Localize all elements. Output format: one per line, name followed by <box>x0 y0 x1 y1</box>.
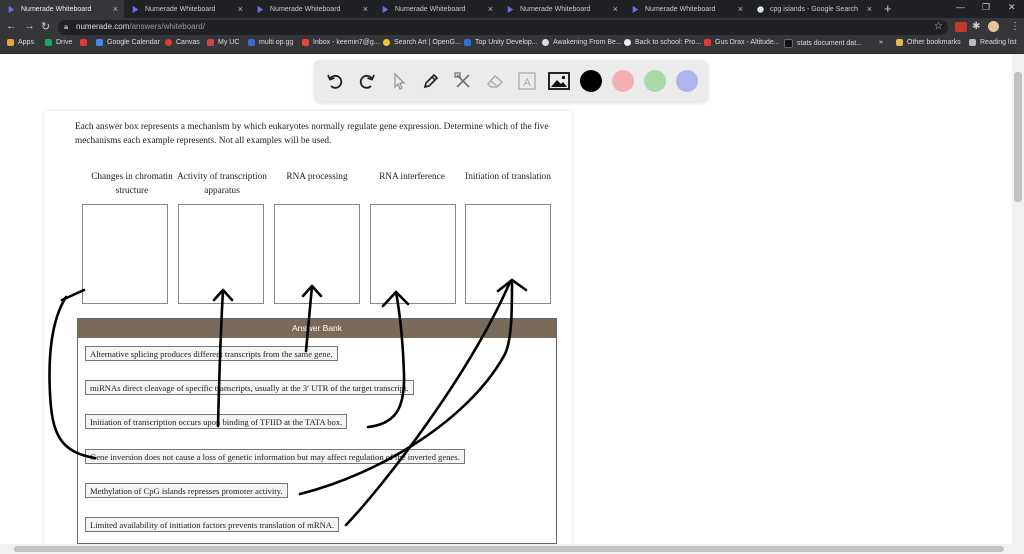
svg-text:A: A <box>523 77 531 89</box>
category-label-transcription: Activity of transcription apparatus <box>177 172 267 196</box>
bookmark-label: Awakening From Be... <box>553 39 622 46</box>
tab-1[interactable] <box>0 0 124 18</box>
site-icon <box>624 39 631 46</box>
answer-box-chromatin[interactable] <box>82 204 168 304</box>
text-icon[interactable] <box>516 70 538 92</box>
svg-text:G: G <box>758 7 763 13</box>
pen-icon[interactable] <box>420 70 442 92</box>
answer-box-rna-interference[interactable] <box>370 204 456 304</box>
calendar-icon <box>96 39 103 46</box>
youtube-icon <box>80 39 87 46</box>
bookmark-label: Top Unity Develop... <box>475 39 538 46</box>
numerade-icon <box>8 6 15 13</box>
answer-box-transcription[interactable] <box>178 204 264 304</box>
tab-close-icon[interactable]: × <box>612 4 618 14</box>
category-label-chromatin: Changes in chromatin structure <box>91 172 173 196</box>
numerade-icon <box>632 6 639 13</box>
unity-icon <box>464 39 471 46</box>
scroll-thumb[interactable] <box>1014 72 1022 202</box>
tab-title: Numerade Whiteboard <box>270 5 341 13</box>
address-bar[interactable] <box>58 20 948 35</box>
folder-icon <box>896 39 903 46</box>
tools-icon[interactable] <box>452 70 474 92</box>
tab-close-icon[interactable]: × <box>112 4 118 14</box>
bookmark-canvas[interactable] <box>165 39 200 46</box>
bookmark-google-calendar[interactable] <box>96 39 160 46</box>
answer-item-splicing[interactable]: Alternative splicing produces different transcripts from the same gene. <box>85 346 338 361</box>
tab-title: Numerade Whiteboard <box>645 5 716 13</box>
tab-close-icon[interactable]: × <box>237 4 243 14</box>
category-label-rna-processing: RNA processing <box>286 172 348 182</box>
stats-icon <box>784 39 793 48</box>
whiteboard-toolbar <box>314 60 708 102</box>
restore-icon[interactable]: ❐ <box>982 2 991 12</box>
bookmark-label: Back to school: Pro... <box>635 39 702 46</box>
canvas-icon <box>165 39 172 46</box>
menu-kebab-icon[interactable]: ⋮ <box>1010 21 1020 32</box>
bookmark-other[interactable] <box>896 39 961 46</box>
bookmark-label: Search Art | OpenG... <box>394 39 461 46</box>
category-label-translation: Initiation of translation <box>465 172 551 182</box>
myuc-icon <box>207 39 214 46</box>
tab-close-icon[interactable]: × <box>487 4 493 14</box>
tab-title: cpg islands - Google Search <box>770 5 858 13</box>
youtube-icon <box>704 39 711 46</box>
drive-icon <box>45 39 52 46</box>
tab-close-icon[interactable]: × <box>866 4 872 14</box>
tab-2[interactable] <box>124 0 249 18</box>
answer-item-cpg-methylation[interactable]: Methylation of CpG islands represses promoter activity. <box>85 483 288 498</box>
color-pink-swatch[interactable] <box>612 70 634 92</box>
numerade-icon <box>132 6 139 13</box>
lock-icon: 🔒︎ <box>64 22 69 31</box>
new-tab-icon[interactable]: + <box>884 1 892 16</box>
bookmark-label: stats document dat... <box>797 40 862 47</box>
numerade-icon <box>257 6 264 13</box>
bookmark-reading-list[interactable] <box>969 39 1017 46</box>
color-purple-swatch[interactable] <box>676 70 698 92</box>
tab-6[interactable] <box>624 0 749 18</box>
tab-title: Numerade Whiteboard <box>395 5 466 13</box>
wordpress-icon <box>542 39 549 46</box>
answer-bank-title: Answer Bank <box>78 319 556 338</box>
gmail-icon <box>302 39 309 46</box>
tab-title: Numerade Whiteboard <box>21 5 92 13</box>
extensions-puzzle-icon[interactable]: ✱ <box>972 21 981 32</box>
tab-5[interactable] <box>499 0 624 18</box>
bookmarks-bar <box>0 37 1024 54</box>
apps-grid-icon <box>7 39 14 46</box>
close-window-icon[interactable]: ✕ <box>1008 2 1016 12</box>
answer-bank <box>77 318 557 544</box>
answer-item-tfiid[interactable]: Initiation of transcription occurs upon binding of TFIID at the TATA box. <box>85 414 347 429</box>
bookmark-label: Reading list <box>980 39 1017 46</box>
numerade-icon <box>507 6 514 13</box>
tab-7[interactable] <box>749 0 878 18</box>
bookmark-label: Canvas <box>176 39 200 46</box>
bookmark-back-to-school[interactable] <box>624 39 701 46</box>
horizontal-scrollbar[interactable] <box>0 544 1024 554</box>
tab-close-icon[interactable]: × <box>737 4 743 14</box>
color-black-swatch[interactable] <box>580 70 602 92</box>
reading-list-icon <box>969 39 976 46</box>
bookmark-myuc[interactable] <box>207 39 239 46</box>
vertical-scrollbar[interactable] <box>1012 54 1024 544</box>
overflow-chevron-icon: » <box>879 39 883 46</box>
bookmark-label: multi op.gg <box>259 39 294 46</box>
answer-item-mirna[interactable]: miRNAs direct cleavage of specific transcripts, usually at the 3′ UTR of the target transcript. <box>85 380 414 395</box>
bookmark-gus-drax[interactable] <box>704 39 780 46</box>
answer-box-translation[interactable] <box>465 204 551 304</box>
minimize-icon[interactable]: — <box>956 2 965 12</box>
eraser-icon[interactable] <box>484 70 506 92</box>
bookmark-star-icon[interactable]: ☆ <box>934 21 943 32</box>
bookmark-stats[interactable] <box>784 39 862 48</box>
bookmark-apps[interactable] <box>7 39 34 46</box>
bookmark-label: Google Calendar <box>107 39 160 46</box>
bookmark-label: Inbox - keemin7@g... <box>313 39 380 46</box>
answer-item-initiation-factors[interactable]: Limited availability of initiation factors prevents translation of mRNA. <box>85 517 339 532</box>
color-green-swatch[interactable] <box>644 70 666 92</box>
browser-toolbar <box>0 18 1024 37</box>
redo-icon[interactable] <box>356 70 378 92</box>
bookmark-calendar[interactable] <box>80 39 91 46</box>
answer-item-gene-inversion[interactable]: Gene inversion does not cause a loss of genetic information but may affect regulation of the inverted genes. <box>85 449 465 464</box>
question-card <box>44 111 572 544</box>
reload-icon[interactable]: ↻ <box>41 21 51 33</box>
bookmark-multi-opgg[interactable] <box>248 39 293 46</box>
forward-icon[interactable]: → <box>24 20 35 32</box>
back-icon[interactable]: ← <box>6 20 17 32</box>
image-icon[interactable] <box>548 70 570 92</box>
numerade-icon <box>382 6 389 13</box>
tab-title: Numerade Whiteboard <box>520 5 591 13</box>
bookmark-inbox[interactable] <box>302 39 380 46</box>
bookmark-awakening[interactable] <box>542 39 622 46</box>
opengameart-icon <box>383 39 390 46</box>
bookmark-label: Gus Drax - Altitude... <box>715 39 780 46</box>
bookmark-label: Drive <box>56 39 73 46</box>
google-icon <box>757 6 764 13</box>
bookmark-search-art[interactable] <box>383 39 461 46</box>
bookmark-drive[interactable] <box>45 39 72 46</box>
bookmark-unity[interactable] <box>464 39 538 46</box>
bookmark-label: Other bookmarks <box>907 39 961 46</box>
pointer-icon[interactable] <box>388 70 410 92</box>
scroll-thumb[interactable] <box>14 546 1004 552</box>
tab-strip <box>0 0 1024 18</box>
bookmarks-overflow[interactable] <box>879 39 883 46</box>
tab-close-icon[interactable]: × <box>362 4 368 14</box>
page-content <box>0 54 1012 544</box>
bookmark-label: Apps <box>18 39 34 46</box>
answer-box-rna-processing[interactable] <box>274 204 360 304</box>
tab-4[interactable] <box>374 0 499 18</box>
avatar[interactable] <box>988 21 999 32</box>
opgg-icon <box>248 39 255 46</box>
tab-title: Numerade Whiteboard <box>145 5 216 13</box>
undo-icon[interactable] <box>324 70 346 92</box>
tab-3[interactable] <box>249 0 374 18</box>
bookmark-label: My UC <box>218 39 240 46</box>
category-label-rna-interference: RNA interference <box>379 172 445 182</box>
url-text: numerade.com/answers/whiteboard/ <box>76 22 205 31</box>
question-prompt: Each answer box represents a mechanism by which eukaryotes normally regulate gene expression. Determine which of the five mechanisms each example represents. Not all examples will be used. <box>75 122 549 146</box>
extension-abp-icon[interactable] <box>955 22 967 32</box>
